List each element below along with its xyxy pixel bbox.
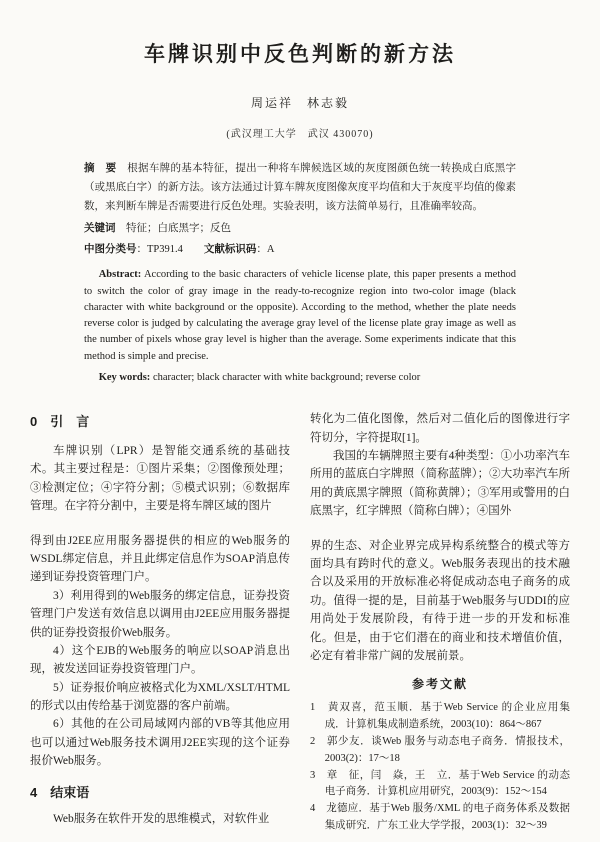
abstract-en-label: Abstract: xyxy=(98,269,142,281)
reference-item: 1 黄双喜，范玉顺．基于Web Service 的企业应用集成．计算机集成制造系统，2003(10)：864～867 xyxy=(310,702,570,731)
abstract-cn-label: 摘 要 xyxy=(84,163,117,174)
keywords-cn-line xyxy=(84,220,516,238)
body-paragraph: 得到由J2EE应用服务器提供的相应的Web服务的WSDL绑定信息，并且此绑定信息作为SOAP消息传递到证券投资管理门户。 xyxy=(30,534,290,584)
abstract-cn-text: 根据车牌的基本特征，提出一种将车牌候选区域的灰度图颜色统一转换成白底黑字（或黑底白字）的新方法。该方法通过计算车牌灰度图像灰度平均值和大于灰度平均值的像素数，来判断车牌是否需要进行反色处理。实验表明，该方法简单易行，且准确率较高。 xyxy=(84,163,517,212)
body-paragraph: 6）其他的在公司局域网内部的VB等其他应用也可以通过Web服务技术调用J2EE实现的这个证券报价Web服务。 xyxy=(30,718,290,768)
clc-line xyxy=(84,241,516,259)
keywords-en-line xyxy=(84,370,516,386)
doc-code-value: ：A xyxy=(256,243,275,255)
reference-item: 4 龙德应．基于Web 服务/XML 的电子商务体系及数据集成研究．广东工业大学学报，2003(1)：32～39 xyxy=(310,803,570,832)
references-heading: 参考文献 xyxy=(411,677,468,692)
section-heading-conclusion: 4 结束语 xyxy=(30,784,90,800)
abstract-cn xyxy=(84,160,516,217)
left-column xyxy=(30,410,290,835)
reference-item: 2 郭少友．谈Web 服务与动态电子商务．情报技术，2003(2)：17～18 xyxy=(310,736,570,764)
keywords-en-label: Key words: xyxy=(98,371,151,383)
doc-code-label: 文献标识码 xyxy=(203,243,257,255)
body-paragraph: 4）这个EJB的Web服务的响应以SOAP消息出现，被发送回证券投资管理门户。 xyxy=(30,644,290,676)
right-column xyxy=(310,410,570,835)
authors: 周运祥 林志毅 xyxy=(250,96,349,110)
keywords-en-text: character; black character with white background; reverse color xyxy=(152,371,421,383)
abstract-en xyxy=(84,267,516,365)
keywords-cn-label: 关键词 xyxy=(84,222,116,234)
clc-label: 中图分类号 xyxy=(84,243,137,255)
body-paragraph: 界的生态、对企业界完成异构系统整合的模式等方面均具有跨时代的意义。Web服务表现出的技术融合以及采用的开放标准必将促成动态电子商务的成功。值得一提的是，目前基于Web服务与UDDI的应用尚处于发展阶段，有待于进一步的开发和标准化。但是，由于它们潜在的商业和技术增值价值，必定有着非常广阔的发展前景。 xyxy=(310,539,570,662)
body-paragraph: 我国的车辆牌照主要有4种类型：①小功率汽车所用的蓝底白字牌照（简称蓝牌）；②大功率汽车所用的黄底黑字牌照（简称黄牌）；③军用或警用的白底黑字，红字牌照（简称白牌）；④国外 xyxy=(310,450,570,518)
body-paragraph: 3）利用得到的Web服务的绑定信息，证券投资管理门户发送有效信息以调用由J2EE应用服务器提供的证券投资报价Web服务。 xyxy=(30,589,290,639)
reference-item: 3 章 征，闫 焱，王 立．基于Web Service 的动态电子商务．计算机应用研究，2003(9)：152～154 xyxy=(310,769,570,798)
clc-value: ：TP391.4 xyxy=(136,243,204,255)
intro-paragraph: 车牌识别（LPR）是智能交通系统的基础技术。其主要过程是：①图片采集；②图像预处理；③检测定位；④字符分割；⑤模式识别；⑥数据库管理。在字符分割中，主要是将车牌区域的图片 xyxy=(30,445,290,513)
section-heading-intro: 0 引 言 xyxy=(30,414,90,430)
two-column-body xyxy=(30,410,570,835)
conclusion-paragraph: Web服务在软件开发的思维模式，对软件业 xyxy=(53,813,270,826)
affiliation: (武汉理工大学 武汉 430070) xyxy=(226,129,374,140)
body-paragraph: 5）证券报价响应被格式化为XML/XSLT/HTML的形式以由传给基于浏览器的客户前端。 xyxy=(30,681,290,713)
keywords-cn-text: 特征；白底黑字；反色 xyxy=(115,222,231,234)
body-paragraph: 转化为二值化图像，然后对二值化后的图像进行字符切分，字符提取[1]。 xyxy=(310,413,570,444)
abstract-en-text: According to the basic characters of vehicle license plate, this paper presents a method to switch the color of gray image in the ready-to-recognize region into two-color image (black character with white background or the opposite). According to the method, whether the plate needs reverse color is judged by calculating the average gray level of the license plate gray image as well as the number of pixels whose gray level is higher than the average. Some experiments indicate that this method is simple and precise. xyxy=(84,269,517,362)
paper-title: 车牌识别中反色判断的新方法 xyxy=(144,43,456,66)
